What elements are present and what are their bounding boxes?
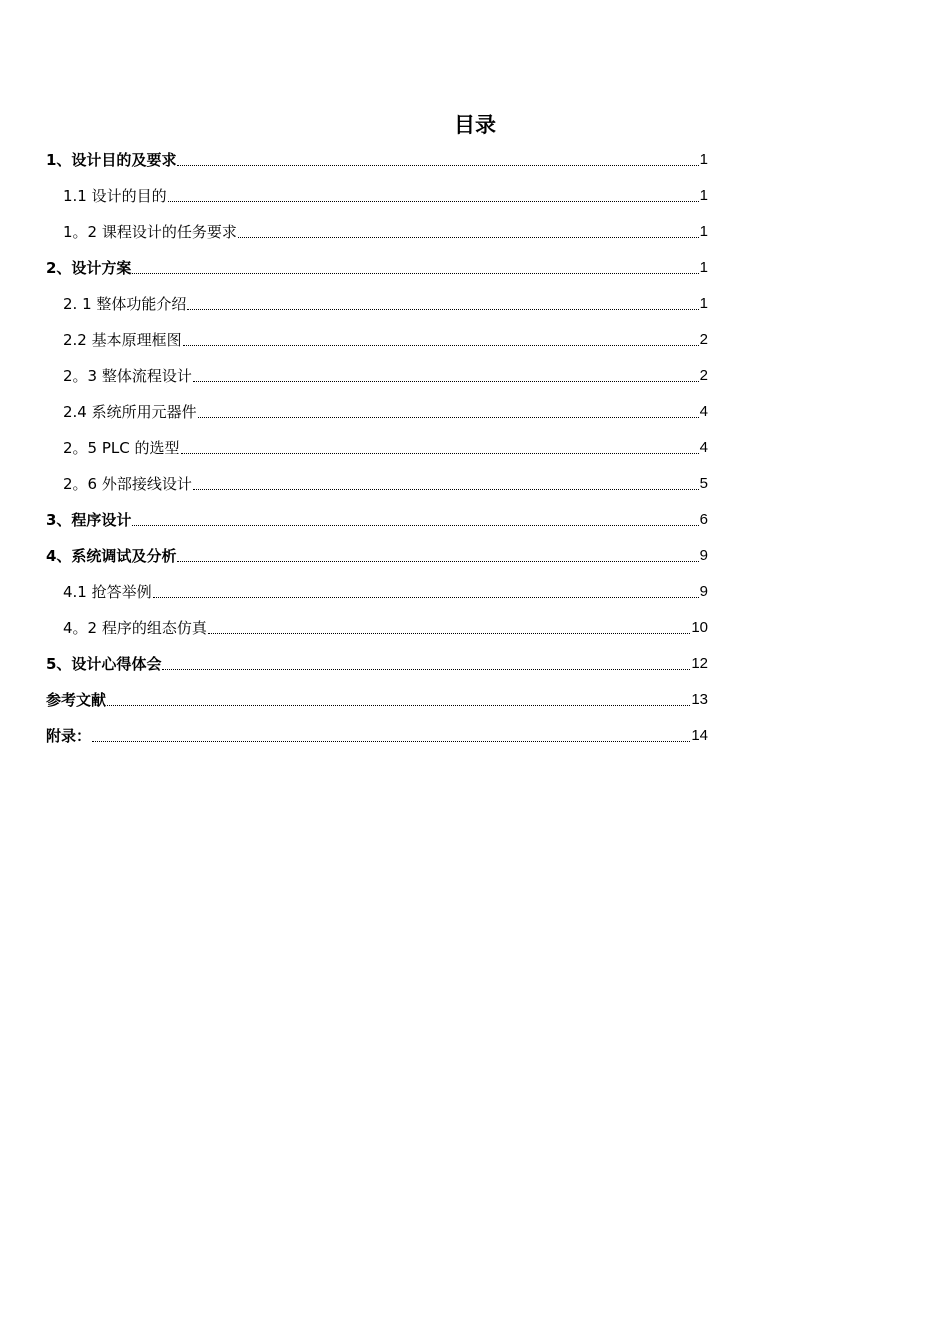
- dot-leader: [107, 705, 690, 706]
- toc-entry-page-number: 2: [699, 331, 708, 348]
- toc-entry-page-number: 9: [699, 547, 708, 564]
- dot-leader: [208, 633, 690, 634]
- toc-entry-page-number: 4: [699, 439, 708, 456]
- toc-entry-page-number: 1: [699, 223, 708, 240]
- toc-entry[interactable]: [46, 284, 708, 320]
- dot-leader: [132, 525, 698, 526]
- toc-entry-page-number: 14: [691, 727, 708, 744]
- toc-entry-label: 3、程序设计: [46, 511, 132, 529]
- toc-entry[interactable]: [46, 572, 708, 608]
- toc-entry[interactable]: [46, 212, 708, 248]
- toc-entry-label: 1.1 设计的目的: [63, 187, 167, 205]
- toc-entry-label: 2.4 系统所用元器件: [63, 403, 197, 421]
- toc-entry-page-number: 1: [699, 295, 708, 312]
- toc-entry-label: 4。2 程序的组态仿真: [63, 619, 207, 637]
- dot-leader: [193, 489, 699, 490]
- dot-leader: [92, 741, 690, 742]
- dot-leader: [193, 381, 699, 382]
- toc-entry[interactable]: [46, 464, 708, 500]
- dot-leader: [238, 237, 699, 238]
- dot-leader: [177, 165, 698, 166]
- dot-leader: [162, 669, 690, 670]
- dot-leader: [132, 273, 698, 274]
- toc-entry-page-number: 12: [691, 655, 708, 672]
- toc-entry[interactable]: [46, 392, 708, 428]
- dot-leader: [153, 597, 699, 598]
- toc-entry-label: 1。2 课程设计的任务要求: [63, 223, 237, 241]
- toc-entry[interactable]: [46, 320, 708, 356]
- toc-entry[interactable]: [46, 356, 708, 392]
- toc-entry[interactable]: [46, 644, 708, 680]
- dot-leader: [198, 417, 699, 418]
- toc-entry-label: 2、设计方案: [46, 259, 132, 277]
- toc-entry-page-number: 10: [691, 619, 708, 636]
- toc-entry-label: 2. 1 整体功能介绍: [63, 295, 187, 313]
- toc-title: 目录: [454, 113, 496, 137]
- toc-entry-page-number: 13: [691, 691, 708, 708]
- toc-entry-page-number: 2: [699, 367, 708, 384]
- toc-entry-label: 参考文献: [46, 691, 107, 709]
- toc-entry-page-number: 6: [699, 511, 708, 528]
- toc-entry[interactable]: [46, 176, 708, 212]
- toc-entry-page-number: 1: [699, 187, 708, 204]
- toc-entry-page-number: 5: [699, 475, 708, 492]
- toc-entry[interactable]: [46, 536, 708, 572]
- toc-entry-page-number: 1: [699, 151, 708, 168]
- dot-leader: [183, 345, 699, 346]
- dot-leader: [177, 561, 698, 562]
- toc-entry-label: 2。3 整体流程设计: [63, 367, 192, 385]
- toc-entry-label: 2.2 基本原理框图: [63, 331, 182, 349]
- toc-entry[interactable]: [46, 248, 708, 284]
- toc-entry-page-number: 1: [699, 259, 708, 276]
- toc-entry[interactable]: [46, 500, 708, 536]
- toc-entry-label: 1、设计目的及要求: [46, 151, 177, 169]
- toc-entry-page-number: 9: [699, 583, 708, 600]
- toc-entry[interactable]: [46, 680, 708, 716]
- table-of-contents: [46, 140, 708, 752]
- toc-entry-label: 5、设计心得体会: [46, 655, 162, 673]
- dot-leader: [168, 201, 699, 202]
- toc-entry-label: 2。5 PLC 的选型: [63, 439, 180, 457]
- toc-entry-label: 4.1 抢答举例: [63, 583, 152, 601]
- toc-entry[interactable]: [46, 716, 708, 752]
- toc-entry-label: 附录：: [46, 727, 92, 745]
- toc-entry-page-number: 4: [699, 403, 708, 420]
- dot-leader: [187, 309, 698, 310]
- dot-leader: [181, 453, 699, 454]
- toc-entry[interactable]: [46, 428, 708, 464]
- toc-entry[interactable]: [46, 608, 708, 644]
- toc-entry[interactable]: [46, 140, 708, 176]
- toc-entry-label: 4、系统调试及分析: [46, 547, 177, 565]
- toc-entry-label: 2。6 外部接线设计: [63, 475, 192, 493]
